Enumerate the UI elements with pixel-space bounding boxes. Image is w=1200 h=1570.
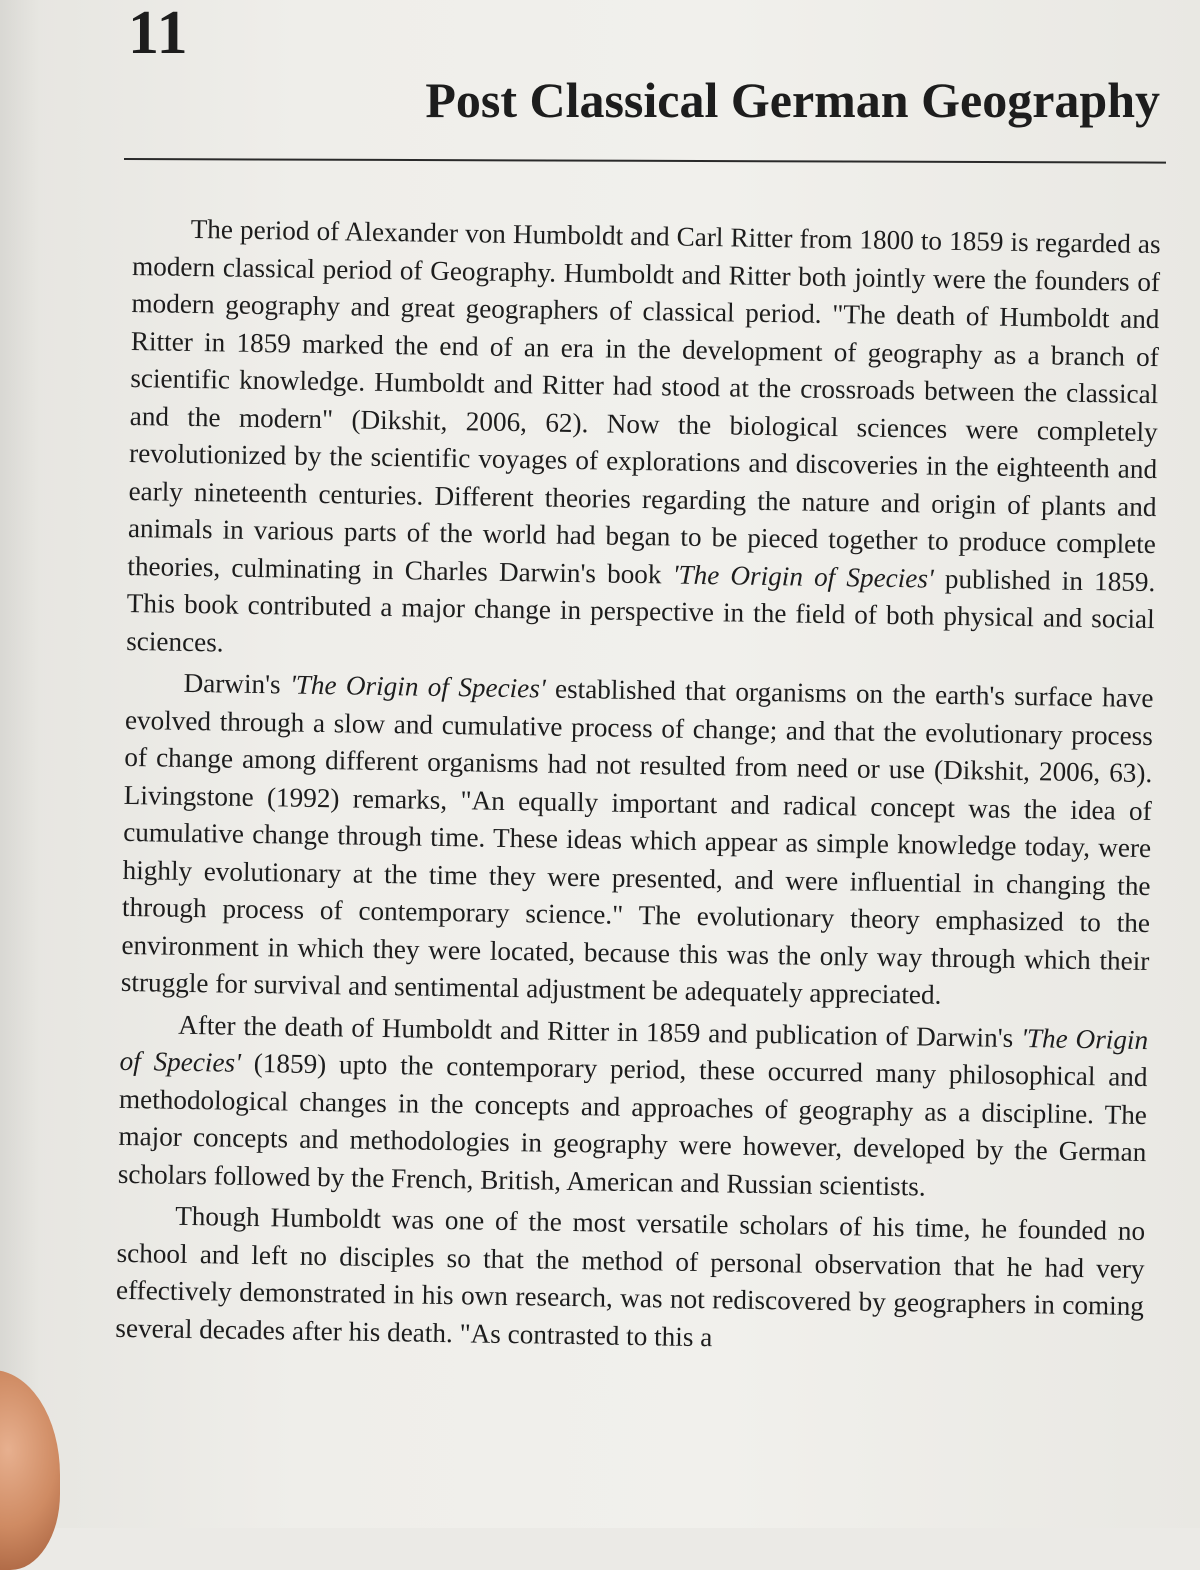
text-run: After the death of Humboldt and Ritter in 1859 and publication of Darwin's: [177, 1009, 1022, 1053]
text-run: established that organisms on the earth's surface have evolved through a slow and cumulative process of change; and that the evolutionary process of change among different organisms had not resulted from need or use (Dikshit, 2006, 63). Livingstone (1992) remarks, "An equally important and radical concept was the idea of cumulative change through time. These ideas which appear as simple knowledge today, were highly evolutionary at the time they were presented, and were influential in changing the through process of contemporary science." The evolutionary theory emphasized to the environment in which they were located, because this was the only way through which their struggle for survival and sentimental adjustment be adequately appreciated.: [120, 673, 1154, 1010]
text-run: (1859) upto the contemporary period, these occurred many philosophical and methodological changes in the concepts and approaches of geography as a discipline. The major concepts and methodologies in geography were however, developed by the German scholars followed by the French, British, American and Russian scientists.: [117, 1047, 1148, 1202]
page-edge-shadow: [0, 0, 40, 1528]
chapter-number: 11: [128, 0, 189, 67]
italic-title-run: 'The Origin of Species': [119, 1022, 1149, 1078]
paragraph: [115, 1197, 1145, 1363]
italic-title-run: 'The Origin of Species': [672, 559, 935, 594]
paragraph: [121, 664, 1154, 1018]
chapter-title: Post Classical German Geography: [425, 72, 1160, 128]
paragraph: [118, 1005, 1149, 1209]
text-run: published in 1859. This book contributed a major change in perspective in the field of both physical and social sciences.: [126, 563, 1156, 657]
thumb: [0, 1370, 60, 1570]
text-run: Darwin's: [183, 667, 291, 700]
italic-title-run: 'The Origin of Species': [289, 669, 546, 704]
paragraph: [126, 210, 1161, 676]
title-rule: [124, 158, 1166, 164]
body-text: [115, 210, 1161, 1367]
text-run: The period of Alexander von Humboldt and Carl Ritter from 1800 to 1859 is regarded as modern classical period of Geography. Humboldt and Ritter both jointly were the founders of modern geography and great geographers of classical period. "The death of Humboldt and Ritter in 1859 marked the end of an era in the development of geography as a branch of scientific knowledge. Humboldt and Ritter had stood at the crossroads between the classical and the modern" (Dikshit, 2006, 62). Now the biological sciences were completely revolutionized by the scientific voyages of explorations and discoveries in the eighteenth and early nineteenth centuries. Different theories regarding the nature and origin of plants and animals in various parts of the world had began to be pieced together to produce complete theories, culminating in Charles Darwin's book: [127, 213, 1161, 590]
text-run: Though Humboldt was one of the most versatile scholars of his time, he founded no school and left no disciples so that the method of personal observation that he had very effectively demonstrated in his own research, was not rediscovered by geographers in coming several decades after his death. "As contrasted to this a: [115, 1200, 1146, 1352]
